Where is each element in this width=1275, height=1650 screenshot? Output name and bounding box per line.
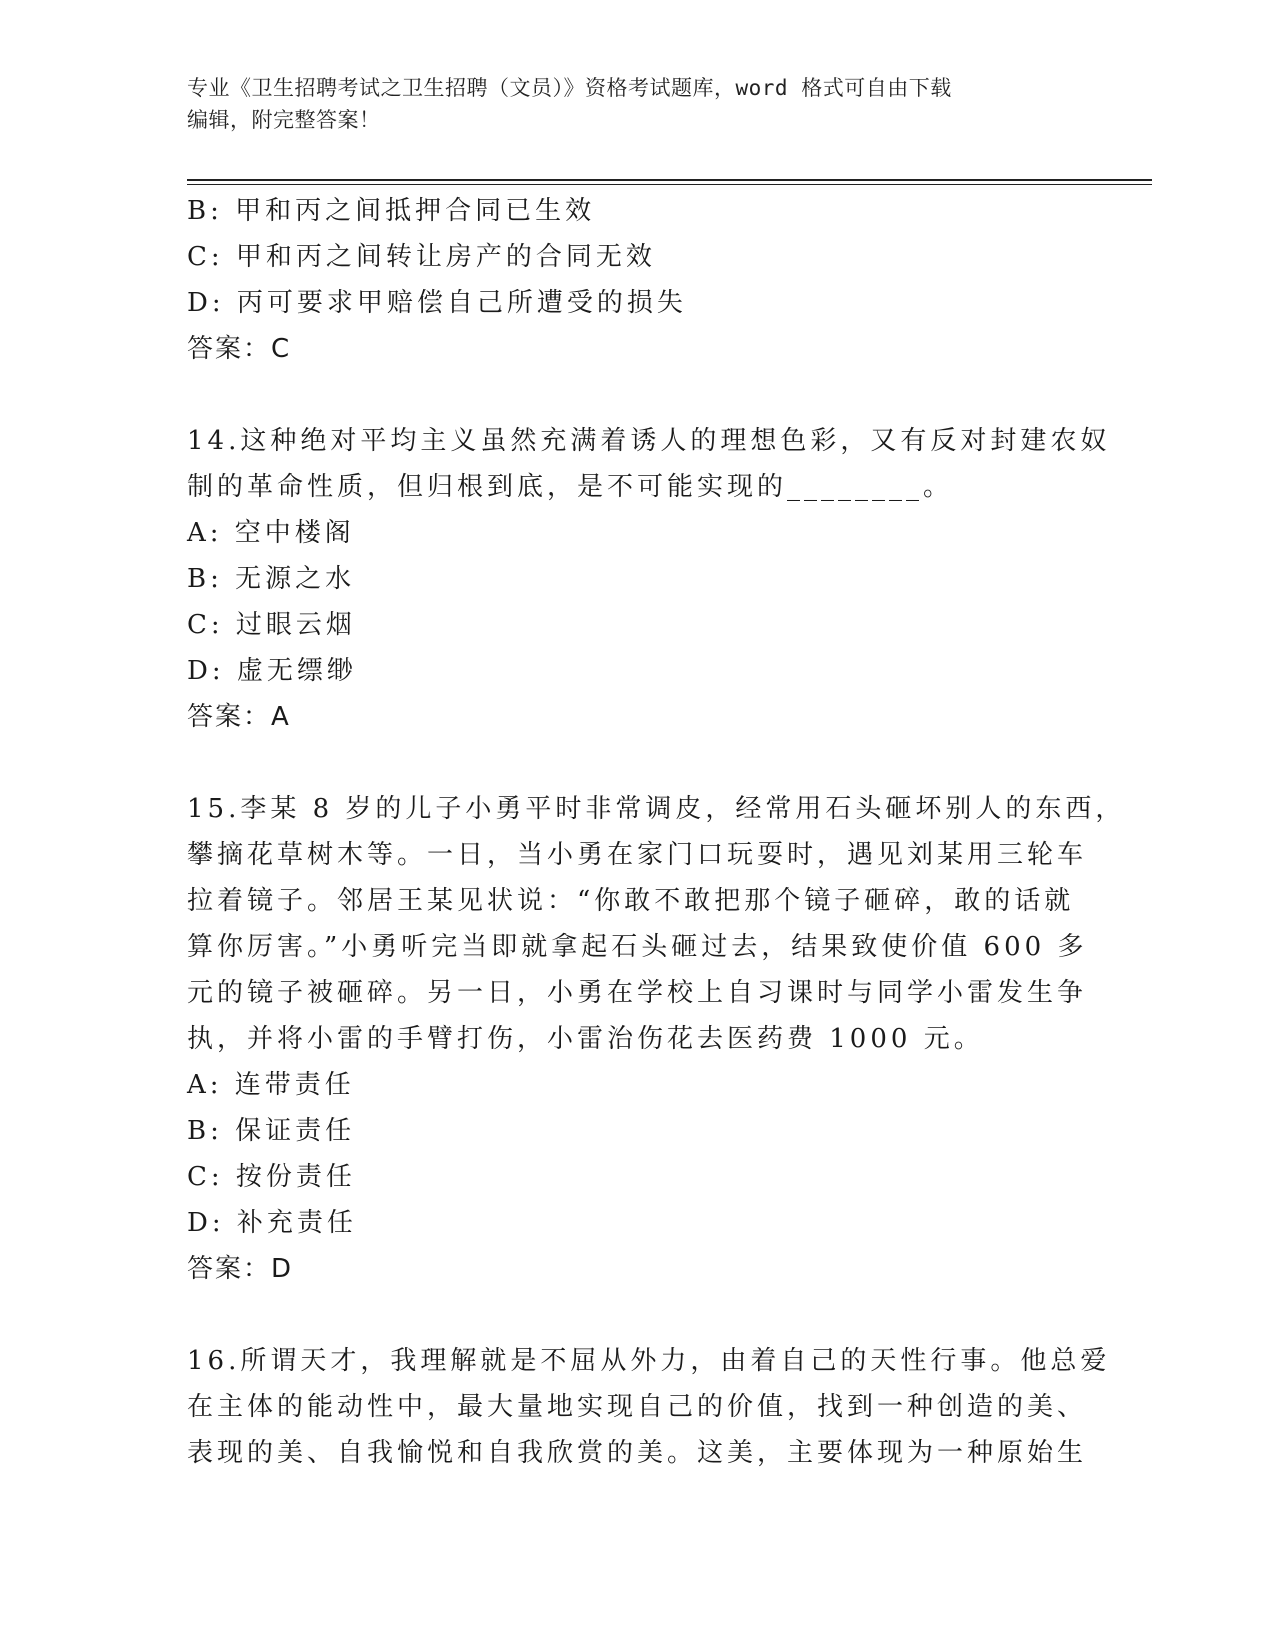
question-stem-line: 在主体的能动性中，最大量地实现自己的价值，找到一种创造的美、 [187, 1392, 1088, 1422]
option-b: B: 无源之水 [187, 564, 356, 594]
question-stem-line: 制的革命性质，但归根到底，是不可能实现的________。 [187, 472, 954, 502]
document-body [187, 188, 1126, 1476]
answer-line: 答案：D [187, 1254, 294, 1284]
header-line-1: 专业《卫生招聘考试之卫生招聘（文员）》资格考试题库，word 格式可自由下载 [187, 76, 952, 100]
question-15 [187, 786, 1126, 1292]
option-d: D: 虚无缥缈 [187, 656, 357, 686]
spacer [187, 372, 1067, 418]
option-a: A: 连带责任 [187, 1070, 355, 1100]
answer-line: 答案：C [187, 334, 292, 364]
header-line-2: 编辑，附完整答案！ [187, 108, 381, 132]
question-stem-line: 15.李某 8 岁的儿子小勇平时非常调皮，经常用石头砸坏别人的东西， [187, 794, 1126, 824]
option-b: B: 保证责任 [187, 1116, 356, 1146]
question-16 [187, 1338, 1111, 1476]
question-stem-line: 表现的美、自我愉悦和自我欣赏的美。这美，主要体现为一种原始生 [187, 1438, 1088, 1468]
header-divider-thin [187, 184, 1152, 185]
option-d: D: 丙可要求甲赔偿自己所遭受的损失 [187, 288, 687, 318]
option-b: B: 甲和丙之间抵押合同已生效 [187, 196, 596, 226]
spacer [187, 740, 1067, 786]
header-divider-thick [187, 179, 1152, 181]
option-c: C: 按份责任 [187, 1162, 356, 1192]
question-stem-line: 执，并将小雷的手臂打伤，小雷治伤花去医药费 1000 元。 [187, 1024, 984, 1054]
question-13-tail [187, 188, 1067, 372]
document-header [187, 72, 1087, 136]
option-c: C: 过眼云烟 [187, 610, 356, 640]
question-stem-line: 攀摘花草树木等。一日，当小勇在家门口玩耍时，遇见刘某用三轮车 [187, 840, 1088, 870]
question-stem-line: 16.所谓天才，我理解就是不屈从外力，由着自己的天性行事。他总爱 [187, 1346, 1111, 1376]
option-a: A: 空中楼阁 [187, 518, 355, 548]
spacer [187, 1292, 1067, 1338]
answer-line: 答案：A [187, 702, 291, 732]
question-stem-line: 元的镜子被砸碎。另一日，小勇在学校上自习课时与同学小雷发生争 [187, 978, 1088, 1008]
option-d: D: 补充责任 [187, 1208, 357, 1238]
question-14 [187, 418, 1111, 740]
question-stem-line: 算你厉害。”小勇听完当即就拿起石头砸过去，结果致使价值 600 多 [187, 932, 1088, 962]
question-stem-line: 14.这种绝对平均主义虽然充满着诱人的理想色彩，又有反对封建农奴 [187, 426, 1111, 456]
option-c: C: 甲和丙之间转让房产的合同无效 [187, 242, 656, 272]
question-stem-line: 拉着镜子。邻居王某见状说：“你敢不敢把那个镜子砸碎，敢的话就 [187, 886, 1075, 916]
